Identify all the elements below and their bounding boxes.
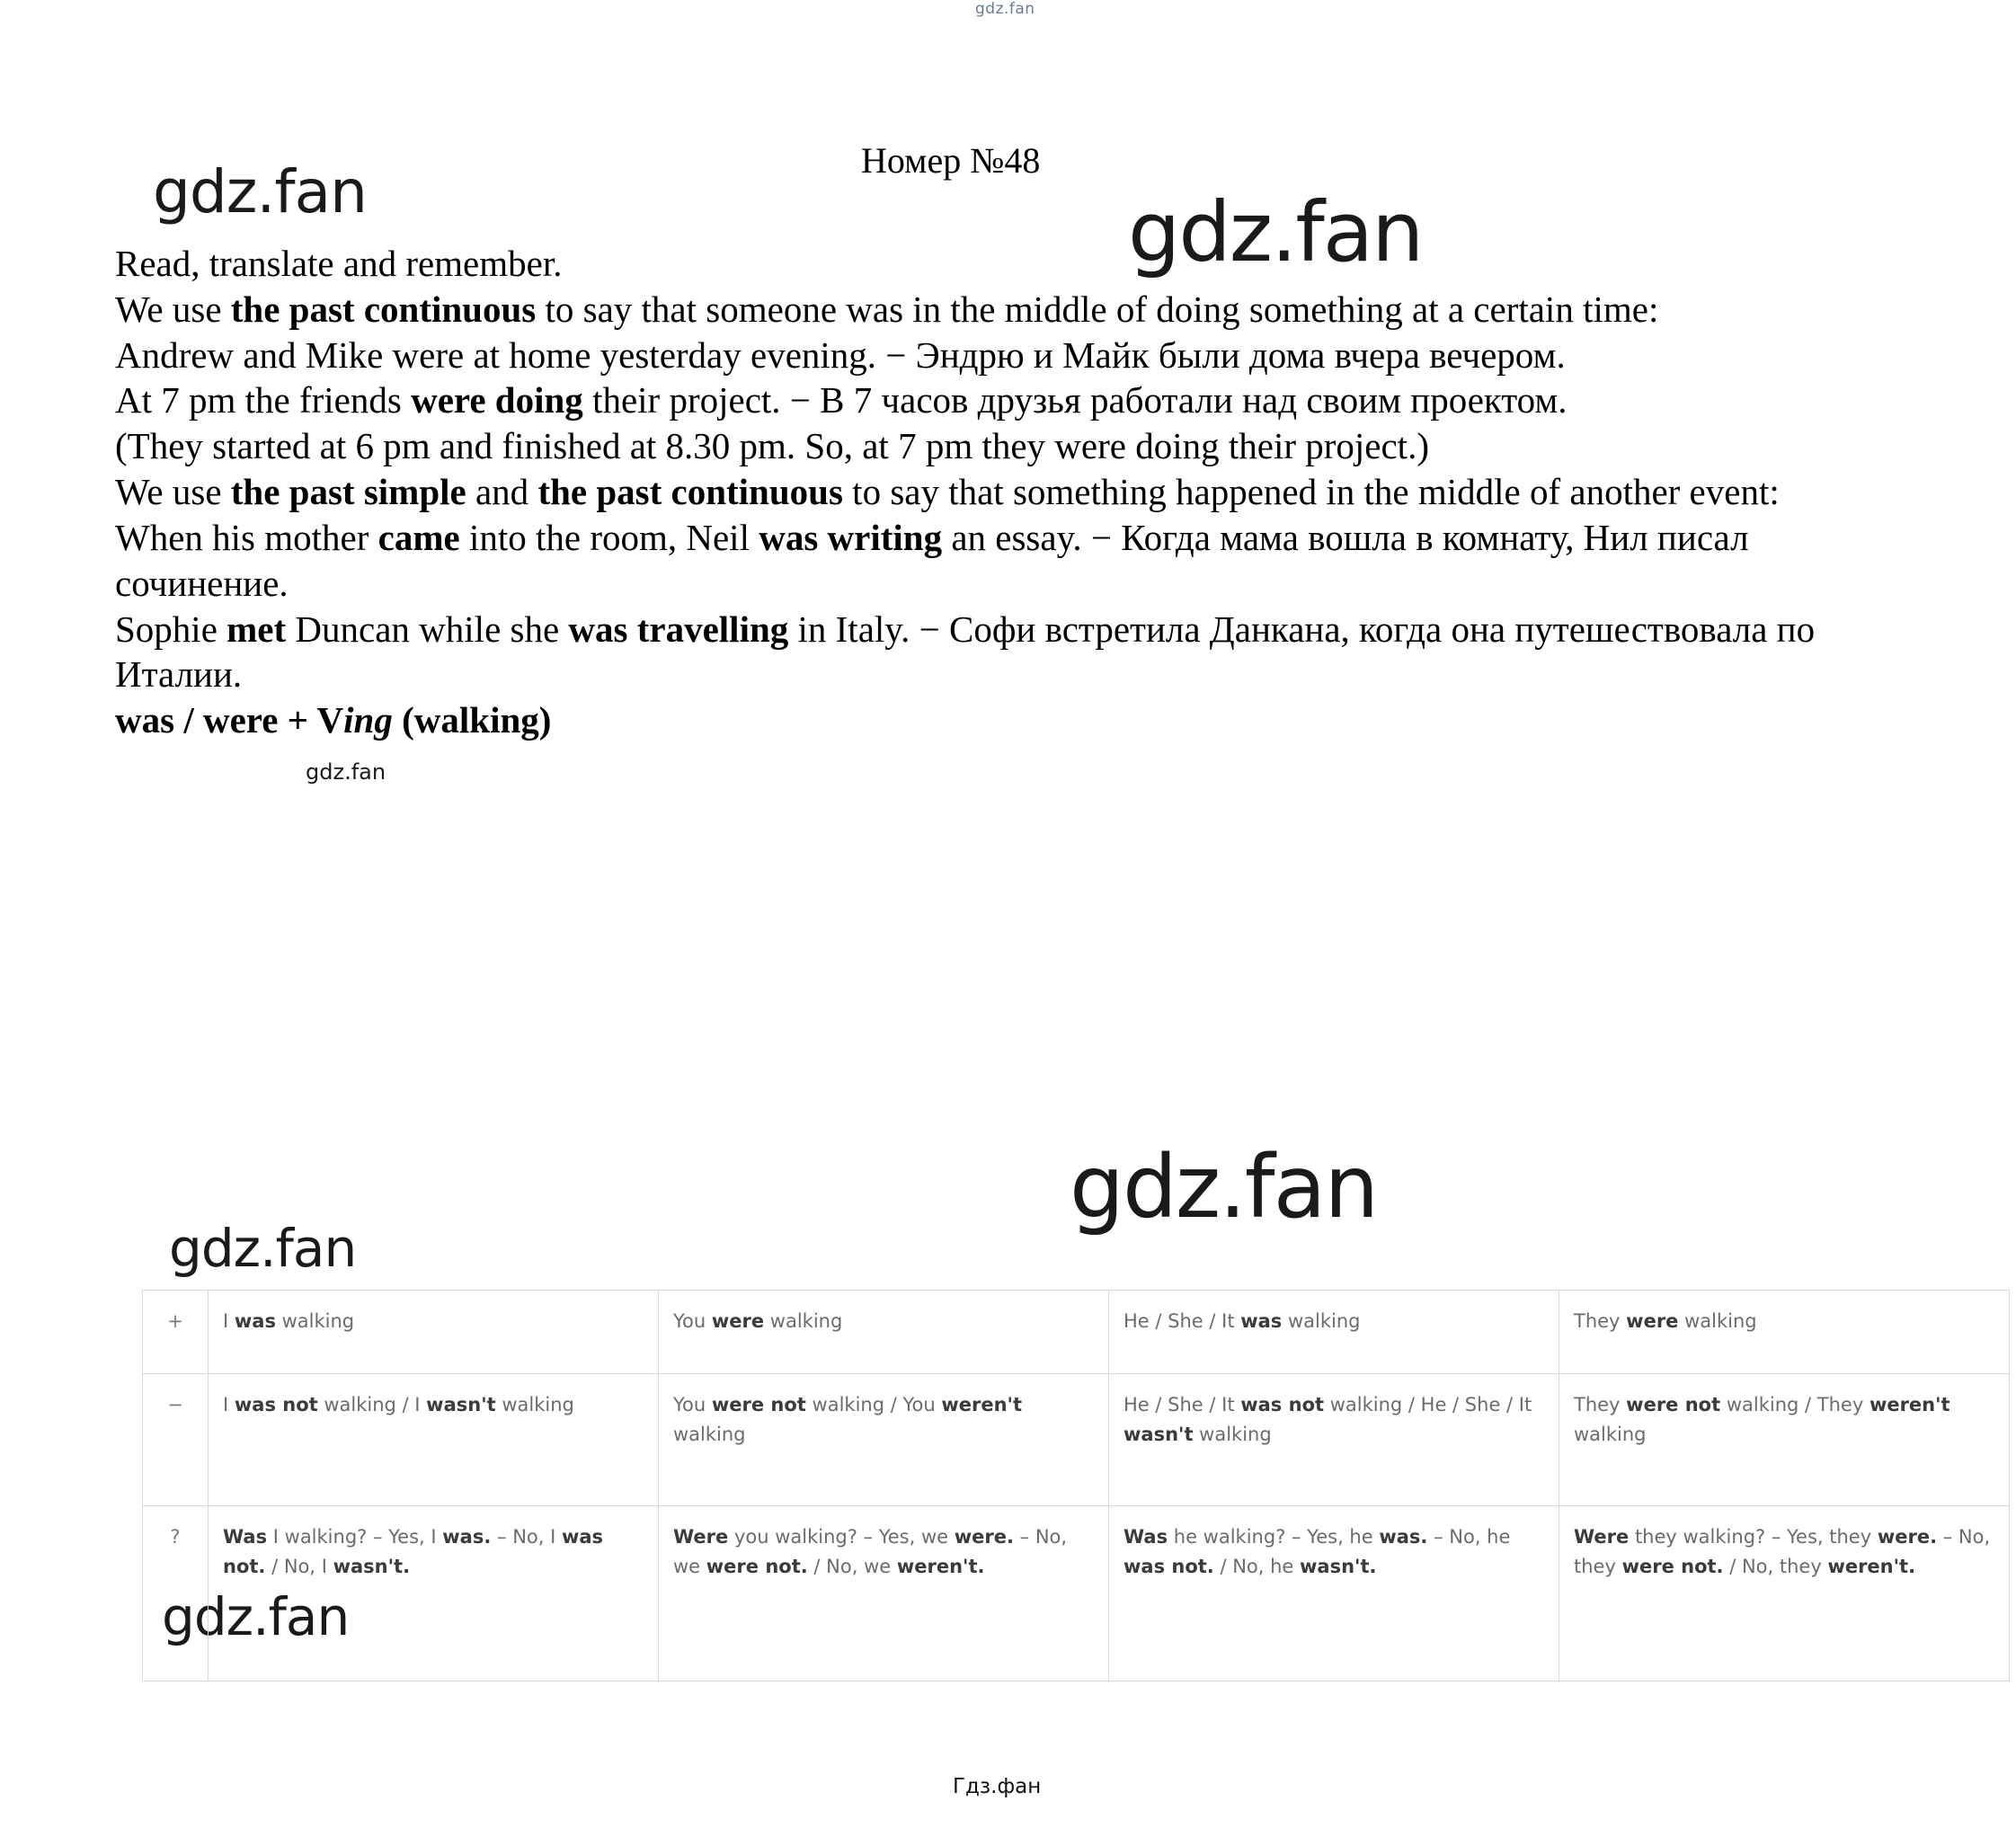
text-part: they walking? – Yes, they xyxy=(1629,1526,1878,1548)
text-bold: were not xyxy=(1626,1394,1721,1415)
cell-question-they xyxy=(1559,1506,2010,1682)
text-part: He / She / It xyxy=(1123,1394,1241,1415)
text-bold: Were xyxy=(673,1526,729,1548)
text-bold: were not. xyxy=(706,1556,808,1578)
text-part: walking / You xyxy=(805,1394,942,1415)
text-part: walking xyxy=(495,1394,574,1415)
cell-question-i xyxy=(209,1506,659,1682)
table-row xyxy=(143,1506,2010,1682)
example4-post: in Italy. − Софи встретила Данкана, когда она путешествовала по Италии. xyxy=(115,608,1816,696)
text-bold: weren't. xyxy=(896,1556,985,1578)
text-bold: was. xyxy=(1379,1526,1428,1548)
text-part: You xyxy=(673,1310,712,1332)
example3-pre: When his mother xyxy=(115,516,378,558)
rule2-bold-1: the past simple xyxy=(230,471,466,513)
cell-affirmative-he xyxy=(1109,1291,1559,1374)
lesson-body xyxy=(115,241,1850,743)
text-part: walking xyxy=(1678,1310,1757,1332)
instruction-line: Read, translate and remember. xyxy=(115,243,563,284)
example2-post: their project. − В 7 часов друзья работали над своим проектом. xyxy=(582,379,1568,422)
example4-bold-2: was travelling xyxy=(568,608,789,650)
text-bold: was not xyxy=(234,1394,318,1415)
text-bold: was not. xyxy=(1123,1556,1214,1578)
text-part: walking xyxy=(1574,1424,1647,1446)
text-part: – No, I xyxy=(491,1526,562,1548)
rule2-post: to say that something happened in the middle of another event: xyxy=(842,471,1780,513)
example3-post: an essay. − Когда мама вошла в комнату, Нил писал сочинение. xyxy=(115,516,1749,604)
example3-mid: into the room, Neil xyxy=(459,516,759,558)
text-bold: were xyxy=(1626,1310,1679,1332)
text-part: / No, he xyxy=(1213,1556,1301,1578)
rule-past-continuous xyxy=(115,287,1850,333)
watermark-top-tiny: gdz.fan xyxy=(975,0,1035,18)
cell-negative-he xyxy=(1109,1374,1559,1506)
text-part: walking / He / She / It xyxy=(1324,1394,1532,1415)
row-sign-affirmative: + xyxy=(143,1291,209,1374)
watermark-footer: Гдз.фан xyxy=(953,1775,1042,1798)
text-part: They xyxy=(1574,1394,1627,1415)
text-bold: weren't xyxy=(941,1394,1023,1415)
text-part: walking xyxy=(673,1424,746,1446)
text-part: I walking? – Yes, I xyxy=(267,1526,443,1548)
watermark-large-left: gdz.fan xyxy=(153,157,367,226)
note-parenthetical: (They started at 6 pm and finished at 8.30 pm. So, at 7 pm they were doing their project.) xyxy=(115,425,1429,467)
text-part: walking xyxy=(275,1310,355,1332)
text-part: – No, we xyxy=(673,1526,1068,1578)
text-part: He / She / It xyxy=(1123,1310,1241,1332)
example-2 xyxy=(115,377,1850,423)
text-bold: Was xyxy=(1123,1526,1168,1548)
watermark-mid-upper: gdz.fan xyxy=(169,1218,357,1279)
rule1-post: to say that someone was in the middle of doing something at a certain time: xyxy=(536,288,1659,330)
text-part: / No, I xyxy=(265,1556,333,1578)
example3-bold-2: was writing xyxy=(759,516,943,558)
row-sign-negative: − xyxy=(143,1374,209,1506)
watermark-large-center: gdz.fan xyxy=(1070,1137,1378,1238)
example4-mid: Duncan while she xyxy=(286,608,569,650)
text-part: / No, they xyxy=(1723,1556,1828,1578)
text-bold: was not xyxy=(1240,1394,1325,1415)
rule1-pre: We use xyxy=(115,288,231,330)
example-3 xyxy=(115,515,1850,607)
example-4 xyxy=(115,607,1850,698)
text-part: walking xyxy=(1282,1310,1361,1332)
rule2-bold-2: the past continuous xyxy=(537,471,843,513)
rule-past-simple-continuous xyxy=(115,469,1850,515)
text-bold: weren't. xyxy=(1827,1556,1916,1578)
text-part: They xyxy=(1574,1310,1627,1332)
example2-bold: were doing xyxy=(411,379,583,422)
cell-affirmative-i xyxy=(209,1291,659,1374)
text-bold: wasn't. xyxy=(333,1556,411,1578)
text-bold: was xyxy=(1240,1310,1283,1332)
text-bold: were not xyxy=(711,1394,806,1415)
cell-negative-you xyxy=(659,1374,1109,1506)
watermark-large-right: gdz.fan xyxy=(1128,184,1423,280)
cell-negative-they xyxy=(1559,1374,2010,1506)
table-row xyxy=(143,1291,2010,1374)
text-part: You xyxy=(673,1394,712,1415)
text-part: – No, they xyxy=(1574,1526,1991,1578)
watermark-mid-lower: gdz.fan xyxy=(162,1586,350,1647)
example4-pre: Sophie xyxy=(115,608,227,650)
text-part: walking / They xyxy=(1720,1394,1869,1415)
text-part: – No, he xyxy=(1427,1526,1511,1548)
conjugation-table-wrapper xyxy=(142,1290,1991,1682)
formula-part-c: (walking) xyxy=(392,699,552,741)
example4-bold-1: met xyxy=(226,608,287,650)
rule2-pre: We use xyxy=(115,471,231,513)
text-part: you walking? – Yes, we xyxy=(728,1526,955,1548)
table-row xyxy=(143,1374,2010,1506)
text-bold: was xyxy=(234,1310,276,1332)
row-sign-question: ? xyxy=(143,1506,209,1682)
text-part: walking xyxy=(1193,1424,1272,1446)
cell-affirmative-you xyxy=(659,1291,1109,1374)
cell-affirmative-they xyxy=(1559,1291,2010,1374)
text-bold: were. xyxy=(954,1526,1014,1548)
text-bold: were not. xyxy=(1621,1556,1724,1578)
text-part: I xyxy=(223,1310,235,1332)
text-part: he walking? – Yes, he xyxy=(1168,1526,1380,1548)
cell-question-he xyxy=(1109,1506,1559,1682)
example2-pre: At 7 pm the friends xyxy=(115,379,412,422)
example3-bold-1: came xyxy=(377,516,460,558)
page-title: Номер №48 xyxy=(861,140,1041,181)
formula-line xyxy=(115,697,1850,743)
text-bold: weren't xyxy=(1869,1394,1950,1415)
formula-part-b: ing xyxy=(343,699,393,741)
text-bold: were. xyxy=(1877,1526,1938,1548)
cell-negative-i xyxy=(209,1374,659,1506)
text-part: walking xyxy=(764,1310,843,1332)
text-part: walking / I xyxy=(317,1394,427,1415)
cell-question-you xyxy=(659,1506,1109,1682)
text-part: / No, we xyxy=(807,1556,897,1578)
formula-part-a: was / were + V xyxy=(115,699,344,741)
conjugation-table xyxy=(142,1290,2010,1682)
text-bold: Were xyxy=(1574,1526,1630,1548)
text-bold: was not. xyxy=(223,1526,604,1578)
example-1: Andrew and Mike were at home yesterday evening. − Эндрю и Майк были дома вчера вечером. xyxy=(115,333,1566,376)
rule2-mid: and xyxy=(466,471,538,513)
text-bold: Was xyxy=(223,1526,268,1548)
watermark-inline-small: gdz.fan xyxy=(306,759,386,785)
text-bold: wasn't xyxy=(1123,1424,1194,1446)
text-part: I xyxy=(223,1394,235,1415)
text-bold: wasn't xyxy=(426,1394,496,1415)
text-bold: was. xyxy=(442,1526,492,1548)
text-bold: were xyxy=(711,1310,765,1332)
rule1-bold: the past continuous xyxy=(230,288,537,330)
text-bold: wasn't. xyxy=(1300,1556,1377,1578)
